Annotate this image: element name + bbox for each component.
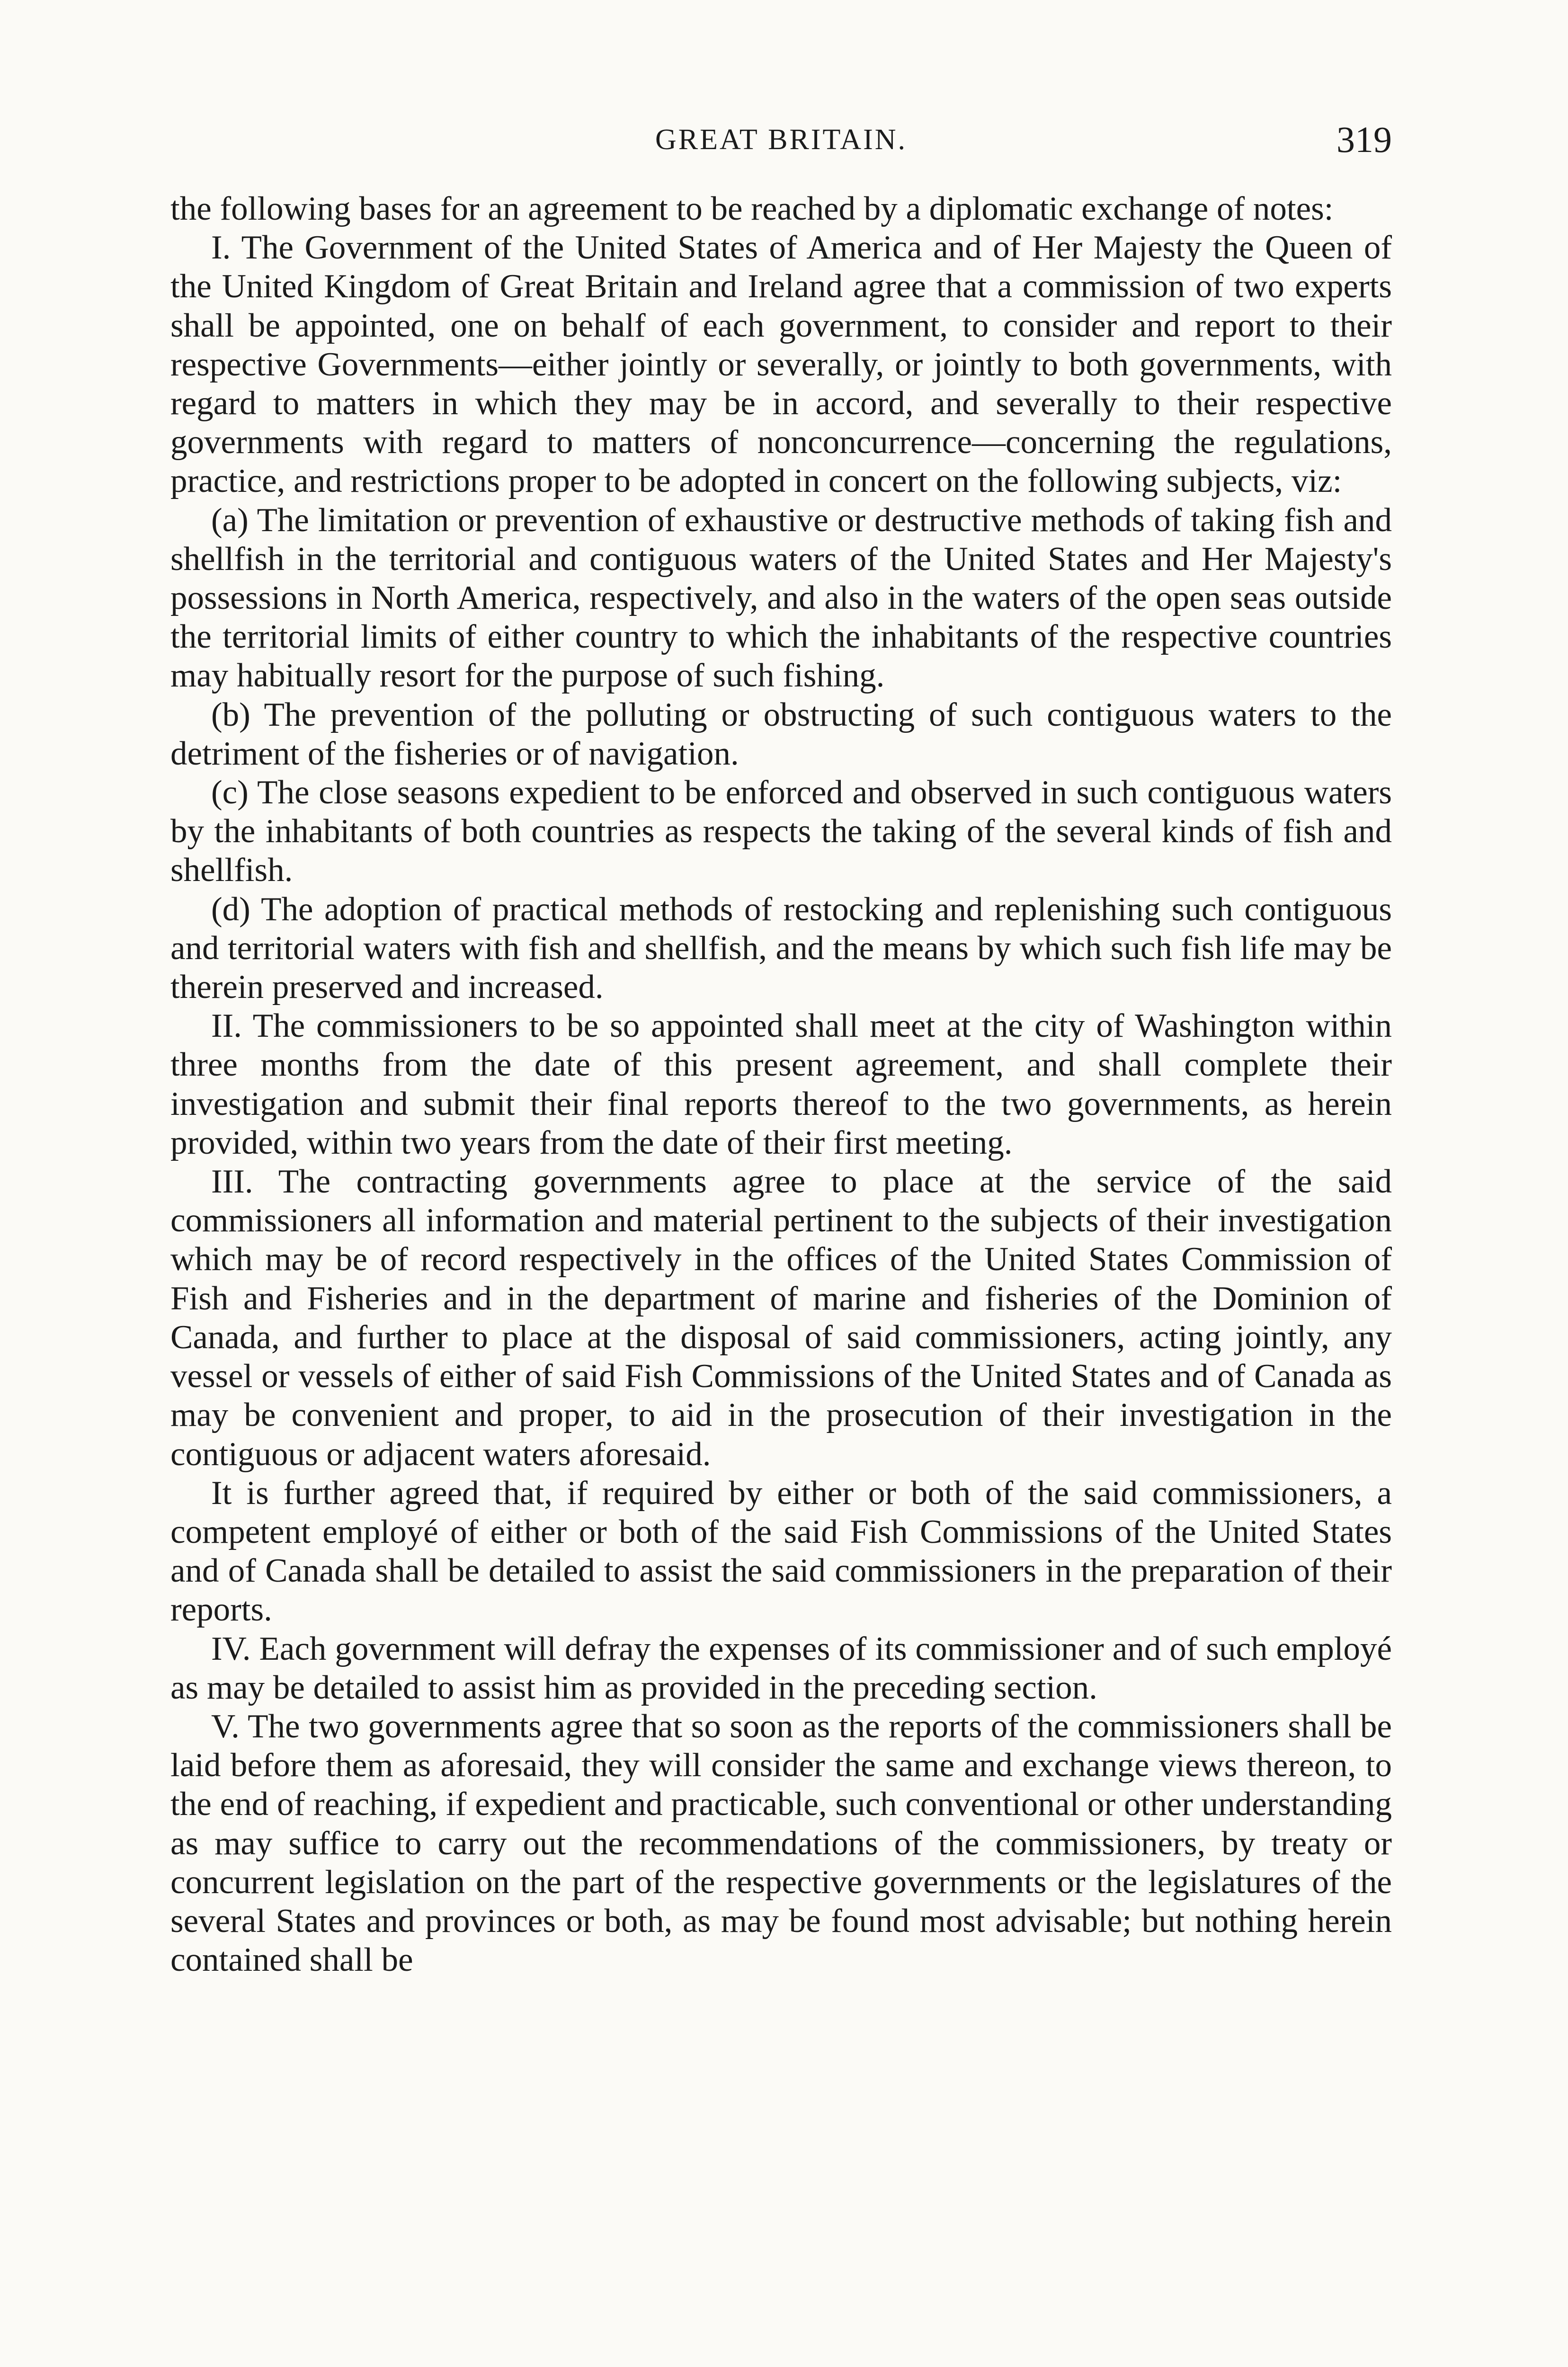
article-5: V. The two governments agree that so soon as the reports of the commissioners shall be laid before them as aforesaid, they will consider the same and exchange views thereon, to the end of reaching, if expedient and practicable, such conventional or other understanding as may suffice to carry out the recommendations of the commissioners, by treaty or concurrent legislation on the part of the respective governments or the legislatures of the several States and provinces or both, as may be found most advisable; but nothing herein contained shall be bbox=[170, 1708, 1392, 1979]
article-1: I. The Government of the United States of America and of Her Majesty the Queen of the United Kingdom of Great Britain and Ireland agree that a commission of two experts shall be appointed, one on behalf of each government, to consider and report to their respective Governments—either jointly or severally, or jointly to both governments, with regard to matters in which they may be in accord, and severally to their respective governments with regard to matters of nonconcurrence—concerning the regulations, practice, and restrictions proper to be adopted in concert on the following subjects, viz: bbox=[170, 229, 1392, 500]
article-3-continued: It is further agreed that, if required by either or both of the said commissioners, a competent employé of either or both of the said Fish Commissions of the United States and of Canada shall be detailed to assist the said commissioners in the preparation of their reports. bbox=[170, 1474, 1392, 1628]
article-3: III. The contracting governments agree to place at the service of the said commissioners all information and material pertinent to the subjects of their investigation which may be of record respectively in the offices of the United States Commission of Fish and Fisheries and in the department of marine and fisheries of the Dominion of Canada, and further to place at the disposal of said commissioners, acting jointly, any vessel or vessels of either of said Fish Commissions of the United States and of Canada as may be convenient and proper, to aid in the prosecution of their investigation in the contiguous or adjacent waters aforesaid. bbox=[170, 1163, 1392, 1473]
article-2: II. The commissioners to be so appointed shall meet at the city of Washington within three months from the date of this present agreement, and shall complete their investigation and submit their final reports thereof to the two governments, as herein provided, within two years from the date of their first meeting. bbox=[170, 1007, 1392, 1161]
paragraph-continuation: the following bases for an agreement to be reached by a diplomatic exchange of notes: bbox=[170, 190, 1334, 227]
page-number: 319 bbox=[1336, 119, 1392, 160]
subject-a: (a) The limitation or prevention of exhaustive or destructive methods of taking fish and shellfish in the territorial and contiguous waters of the United States and Her Majesty's possessions in North America, respectively, and also in the waters of the open seas outside the territorial limits of either country to which the inhabitants of the respective countries may habitually resort for the purpose of such fishing. bbox=[170, 501, 1392, 694]
body-text bbox=[170, 189, 1392, 1979]
running-title: GREAT BRITAIN. bbox=[655, 124, 908, 156]
running-head bbox=[170, 114, 1392, 166]
subject-d: (d) The adoption of practical methods of restocking and replenishing such contiguous and territorial waters with fish and shellfish, and the means by which such fish life may be therein preserved and increased. bbox=[170, 890, 1392, 1006]
article-4: IV. Each government will defray the expenses of its commissioner and of such employé as may be detailed to assist him as provided in the preceding section. bbox=[170, 1630, 1392, 1706]
subject-c: (c) The close seasons expedient to be enforced and observed in such contiguous waters by the inhabitants of both countries as respects the taking of the several kinds of fish and shellfish. bbox=[170, 774, 1392, 889]
subject-b: (b) The prevention of the polluting or obstructing of such contiguous waters to the detriment of the fisheries or of navigation. bbox=[170, 696, 1392, 772]
